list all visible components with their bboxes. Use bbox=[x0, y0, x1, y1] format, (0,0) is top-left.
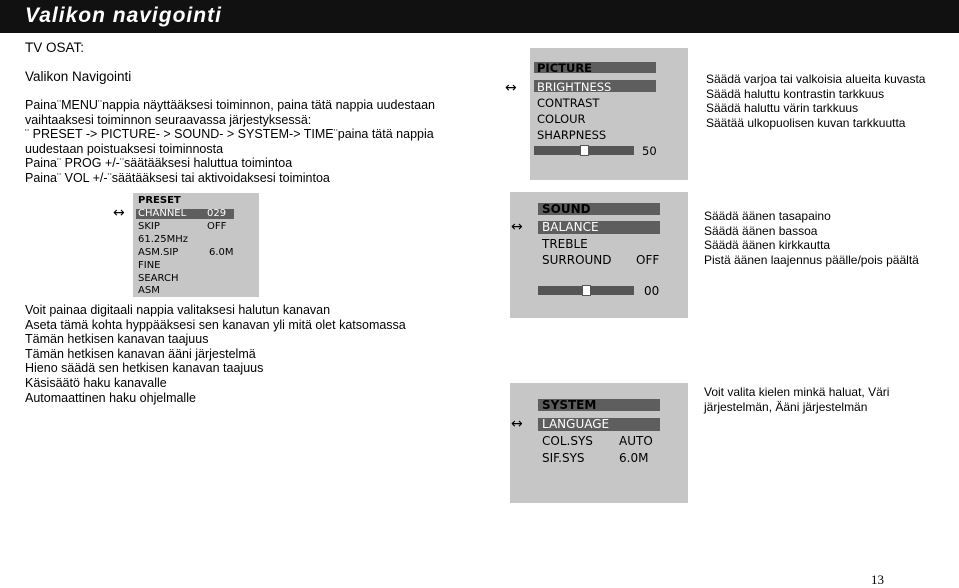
system-row-label: SIF.SYS bbox=[542, 451, 585, 465]
intro-line: Paina¨ PROG +/-¨säätääksesi haluttua toimintoa bbox=[25, 156, 293, 171]
sound-description bbox=[704, 209, 919, 267]
title-bar bbox=[0, 0, 959, 33]
intro-text bbox=[25, 98, 435, 186]
desc-line: Säädä äänen bassoa bbox=[704, 223, 818, 238]
picture-row-label: COLOUR bbox=[537, 112, 586, 126]
desc-line: Säädä haluttu kontrastin tarkkuus bbox=[706, 86, 885, 101]
system-menu bbox=[510, 383, 688, 503]
intro-line: ¨ PRESET -> PICTURE- > SOUND- > SYSTEM-> TIME¨paina tätä nappia bbox=[25, 127, 434, 142]
preset-row-label: SKIP bbox=[138, 221, 160, 232]
sound-menu bbox=[510, 192, 688, 318]
intro-line: vaihtaaksesi toiminnon seuraavassa järjestyksessä: bbox=[25, 112, 312, 127]
intro-line: uudestaan poistuaksesi toiminnosta bbox=[25, 141, 224, 156]
preset-row-value: 6.0M bbox=[209, 247, 234, 258]
preset-description bbox=[25, 303, 406, 405]
desc-line: Automaattinen haku ohjelmalle bbox=[25, 390, 196, 405]
preset-row-label: ASM.SIP bbox=[138, 247, 179, 258]
desc-line: Säädä varjoa tai valkoisia alueita kuvasta bbox=[706, 72, 926, 86]
system-description bbox=[704, 385, 889, 414]
preset-row-label: 61.25MHz bbox=[138, 234, 189, 245]
left-right-arrow-icon: ↔ bbox=[511, 219, 523, 235]
intro-line: Paina¨MENU¨nappia näyttääksesi toiminnon, paina tätä nappia uudestaan bbox=[25, 98, 435, 112]
desc-line: Voit valita kielen minkä haluat, Väri bbox=[704, 385, 890, 399]
picture-slider bbox=[534, 146, 634, 155]
desc-line: Säädä haluttu värin tarkkuus bbox=[706, 101, 859, 116]
picture-slider-knob bbox=[580, 145, 589, 156]
desc-line: Voit painaa digitaali nappia valitaksesi halutun kanavan bbox=[25, 303, 331, 317]
system-row-value: AUTO bbox=[619, 434, 653, 448]
desc-line: Säädä äänen kirkkautta bbox=[704, 238, 831, 253]
desc-line: Pistä äänen laajennus päälle/pois päältä bbox=[704, 252, 919, 267]
preset-menu bbox=[133, 193, 259, 297]
picture-menu bbox=[530, 48, 688, 180]
picture-slider-value: 50 bbox=[642, 144, 657, 158]
desc-line: Aseta tämä kohta hyppääksesi sen kanavan yli mitä olet katsomassa bbox=[25, 317, 406, 332]
preset-menu-header: PRESET bbox=[138, 195, 181, 206]
preset-row-value: OFF bbox=[207, 221, 227, 232]
desc-line: Käsisäätö haku kanavalle bbox=[25, 375, 167, 390]
intro-line: Paina¨ VOL +/-¨säätääksesi tai aktivoidaksesi toimintoa bbox=[25, 170, 330, 185]
section-heading: TV OSAT: bbox=[25, 40, 85, 55]
page-title: Valikon navigointi bbox=[25, 4, 222, 27]
preset-row-label: CHANNEL bbox=[138, 208, 187, 219]
desc-line: Hieno säädä sen hetkisen kanavan taajuus bbox=[25, 361, 264, 376]
preset-row-label: FINE bbox=[138, 260, 161, 271]
sound-slider bbox=[538, 286, 634, 295]
subheading: Valikon Navigointi bbox=[25, 69, 132, 84]
system-menu-header: SYSTEM bbox=[542, 398, 597, 412]
desc-line: Tämän hetkisen kanavan taajuus bbox=[25, 332, 209, 347]
desc-line: Säädä äänen tasapaino bbox=[704, 209, 831, 223]
picture-menu-header: PICTURE bbox=[537, 61, 593, 75]
sound-row-value: OFF bbox=[636, 253, 660, 267]
left-right-arrow-icon: ↔ bbox=[511, 416, 523, 432]
system-row-label: COL.SYS bbox=[542, 434, 593, 448]
sound-row-label: SURROUND bbox=[542, 253, 612, 267]
preset-row-label: ASM bbox=[138, 285, 160, 296]
left-right-arrow-icon: ↔ bbox=[113, 205, 125, 221]
sound-slider-value: 00 bbox=[644, 284, 660, 298]
picture-row-label: BRIGHTNESS bbox=[537, 80, 612, 94]
left-right-arrow-icon: ↔ bbox=[505, 80, 517, 96]
picture-description bbox=[706, 72, 925, 130]
preset-row-value: 029 bbox=[207, 208, 227, 219]
system-row-label: LANGUAGE bbox=[542, 417, 610, 431]
desc-line: Tämän hetkisen kanavan ääni järjestelmä bbox=[25, 346, 256, 361]
sound-row-label: TREBLE bbox=[542, 237, 588, 251]
picture-row-label: SHARPNESS bbox=[537, 128, 607, 142]
desc-line: Säätää ulkopuolisen kuvan tarkkuutta bbox=[706, 115, 906, 130]
sound-row-label: BALANCE bbox=[542, 220, 599, 234]
preset-row-label: SEARCH bbox=[138, 273, 179, 284]
picture-row-label: CONTRAST bbox=[537, 96, 600, 110]
desc-line: järjestelmän, Ääni järjestelmän bbox=[704, 399, 868, 414]
system-row-value: 6.0M bbox=[619, 451, 649, 465]
sound-menu-header: SOUND bbox=[542, 202, 591, 216]
page-number: 13 bbox=[871, 572, 884, 587]
sound-slider-knob bbox=[582, 285, 591, 296]
